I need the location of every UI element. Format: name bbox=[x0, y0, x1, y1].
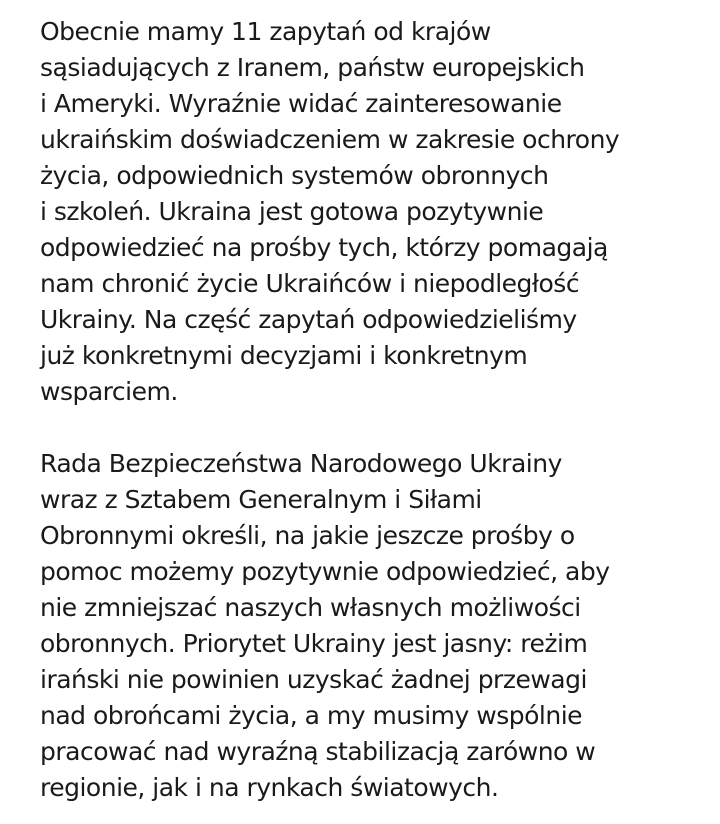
text-line: życia, odpowiednich systemów obronnych bbox=[40, 161, 549, 190]
text-line: nad obrońcami życia, a my musimy wspólnie bbox=[40, 701, 583, 730]
text-line: pomoc możemy pozytywnie odpowiedzieć, aby bbox=[40, 557, 610, 586]
text-line: nam chronić życie Ukraińców i niepodległość bbox=[40, 269, 580, 298]
text-line: i Ameryki. Wyraźnie widać zainteresowanie bbox=[40, 89, 562, 118]
paragraph-spacer bbox=[40, 410, 710, 446]
text-line: Obecnie mamy 11 zapytań od krajów bbox=[40, 17, 491, 46]
text-line: Rada Bezpieczeństwa Narodowego Ukrainy bbox=[40, 449, 562, 478]
text-line: Ukrainy. Na część zapytań odpowiedzieliśmy bbox=[40, 305, 577, 334]
text-line: ukraińskim doświadczeniem w zakresie ochrony bbox=[40, 125, 620, 154]
text-line: obronnych. Priorytet Ukrainy jest jasny: reżim bbox=[40, 629, 588, 658]
text-line: pracować nad wyraźną stabilizacją zarówno w bbox=[40, 737, 596, 766]
text-line: odpowiedzieć na prośby tych, którzy pomagają bbox=[40, 233, 608, 262]
paragraph-1 bbox=[40, 14, 710, 410]
text-line: Obronnymi określi, na jakie jeszcze prośby o bbox=[40, 521, 575, 550]
text-line: regionie, jak i na rynkach światowych. bbox=[40, 773, 499, 802]
text-line: wsparciem. bbox=[40, 377, 178, 406]
text-line: sąsiadujących z Iranem, państw europejskich bbox=[40, 53, 585, 82]
text-line: i szkoleń. Ukraina jest gotowa pozytywnie bbox=[40, 197, 544, 226]
text-line: już konkretnymi decyzjami i konkretnym bbox=[40, 341, 528, 370]
text-line: irański nie powinien uzyskać żadnej przewagi bbox=[40, 665, 587, 694]
post-text bbox=[40, 14, 710, 806]
text-line: nie zmniejszać naszych własnych możliwości bbox=[40, 593, 581, 622]
paragraph-2 bbox=[40, 446, 710, 806]
text-line: wraz z Sztabem Generalnym i Siłami bbox=[40, 485, 482, 514]
